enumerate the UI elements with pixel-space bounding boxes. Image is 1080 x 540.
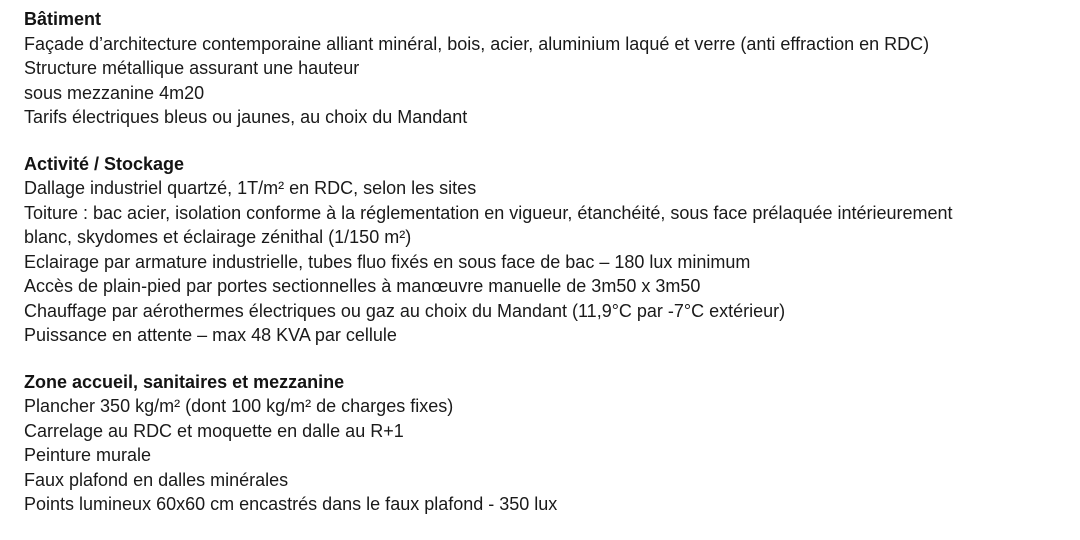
text-line: Plancher 350 kg/m² (dont 100 kg/m² de charges fixes) bbox=[24, 396, 454, 416]
section-batiment bbox=[24, 7, 1064, 130]
text-line: Faux plafond en dalles minérales bbox=[24, 469, 289, 490]
text-line: Dallage industriel quartzé, 1T/m² en RDC, selon les sites bbox=[24, 178, 477, 198]
text-line: sous mezzanine 4m20 bbox=[24, 82, 205, 103]
text-line: Puissance en attente – max 48 KVA par cellule bbox=[24, 325, 397, 345]
text-line: Points lumineux 60x60 cm encastrés dans le faux plafond - 350 lux bbox=[24, 494, 558, 514]
section-heading: Bâtiment bbox=[24, 9, 102, 29]
document-page bbox=[24, 7, 1064, 539]
section-heading: Activité / Stockage bbox=[24, 153, 185, 174]
text-line: Peinture murale bbox=[24, 445, 152, 465]
text-line: Chauffage par aérothermes électriques ou gaz au choix du Mandant (11,9°C par -7°C extérieur) bbox=[24, 300, 786, 321]
text-line: Tarifs électriques bleus ou jaunes, au choix du Mandant bbox=[24, 107, 468, 127]
text-line: Eclairage par armature industrielle, tubes fluo fixés en sous face de bac – 180 lux minimum bbox=[24, 251, 751, 272]
text-line: Accès de plain-pied par portes sectionnelles à manœuvre manuelle de 3m50 x 3m50 bbox=[24, 276, 701, 296]
section-zone-accueil bbox=[24, 370, 1064, 517]
section-activite-stockage bbox=[24, 152, 1064, 348]
text-line: Façade d’architecture contemporaine alliant minéral, bois, acier, aluminium laqué et verre (anti effraction en RDC) bbox=[24, 33, 930, 54]
text-line: Toiture : bac acier, isolation conforme à la réglementation en vigueur, étanchéité, sous face prélaquée intérieurement blanc, skydomes et éclairage zénithal (1/150 m²) bbox=[24, 202, 958, 247]
text-line: Carrelage au RDC et moquette en dalle au R+1 bbox=[24, 420, 404, 441]
section-heading: Zone accueil, sanitaires et mezzanine bbox=[24, 371, 345, 392]
text-line: Structure métallique assurant une hauteur bbox=[24, 58, 360, 78]
